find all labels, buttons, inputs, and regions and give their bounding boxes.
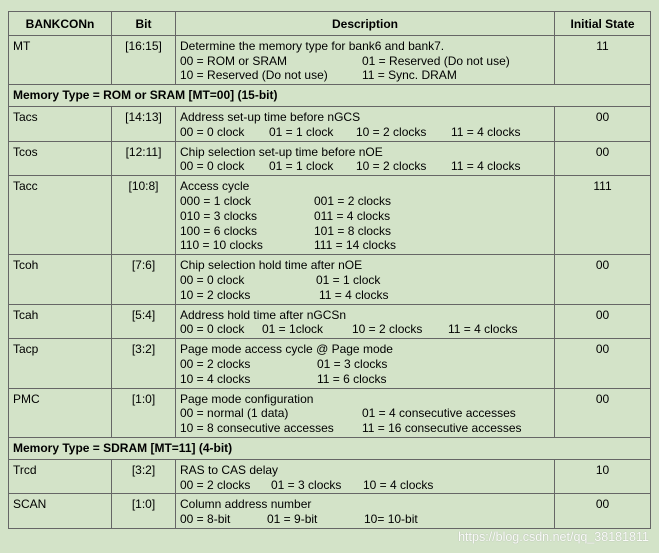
description <box>176 255 555 304</box>
field-name: Tcoh <box>9 255 112 304</box>
value-option: 01 = 3 clocks <box>271 477 342 492</box>
value-option: 01 = 4 consecutive accesses <box>362 406 516 421</box>
field-name: Tcah <box>9 304 112 339</box>
bit-range: [16:15] <box>112 35 176 84</box>
header-initial-state: Initial State <box>555 12 651 36</box>
header-description: Description <box>176 12 555 36</box>
row-tcoh <box>9 255 651 304</box>
section-title: Memory Type = SDRAM [MT=11] (4-bit) <box>9 437 651 459</box>
description-title: Chip selection set-up time before nOE <box>180 144 383 159</box>
description-title: Column address number <box>180 497 312 512</box>
bit-range: [5:4] <box>112 304 176 339</box>
description-title: RAS to CAS delay <box>180 462 279 477</box>
value-option: 11 = Sync. DRAM <box>362 68 457 83</box>
description <box>176 176 555 255</box>
register-table-container <box>8 11 650 529</box>
value-option: 00 = 2 clocks <box>180 356 251 371</box>
value-line <box>180 406 550 421</box>
value-line <box>180 357 550 372</box>
value-option: 00 = 8-bit <box>180 512 231 527</box>
description <box>176 459 555 494</box>
initial-state: 10 <box>555 459 651 494</box>
value-line <box>180 68 550 83</box>
bit-range: [12:11] <box>112 141 176 176</box>
value-option: 100 = 6 clocks <box>180 223 258 238</box>
value-option: 01 = 3 clocks <box>317 356 388 371</box>
value-option: 00 = ROM or SRAM <box>180 53 288 68</box>
row-pmc <box>9 388 651 437</box>
value-option: 011 = 4 clocks <box>314 208 391 223</box>
row-scan <box>9 494 651 529</box>
field-name: Trcd <box>9 459 112 494</box>
row-mt <box>9 35 651 84</box>
value-line <box>180 209 550 224</box>
value-option: 11 = 6 clocks <box>317 371 387 386</box>
description-title: Chip selection hold time after nOE <box>180 258 363 273</box>
field-name: Tacp <box>9 339 112 388</box>
value-line <box>180 273 550 288</box>
row-tcos <box>9 141 651 176</box>
field-name: MT <box>9 35 112 84</box>
field-name: Tacc <box>9 176 112 255</box>
value-option: 00 = 0 clock <box>180 159 245 174</box>
value-option: 00 = 0 clock <box>180 322 245 337</box>
description-title: Access cycle <box>180 179 250 194</box>
value-option: 01 = 1 clock <box>316 272 381 287</box>
value-option: 11 = 4 clocks <box>451 124 521 139</box>
bit-range: [10:8] <box>112 176 176 255</box>
bit-range: [3:2] <box>112 339 176 388</box>
value-option: 01 = 1 clock <box>269 124 334 139</box>
field-name: Tcos <box>9 141 112 176</box>
value-option: 11 = 4 clocks <box>319 287 389 302</box>
field-name: SCAN <box>9 494 112 529</box>
value-option: 01 = Reserved (Do not use) <box>362 53 510 68</box>
bit-range: [14:13] <box>112 106 176 141</box>
initial-state: 00 <box>555 494 651 529</box>
header-bankconn: BANKCONn <box>9 12 112 36</box>
initial-state: 00 <box>555 255 651 304</box>
value-line <box>180 125 550 140</box>
description-title: Page mode access cycle @ Page mode <box>180 342 393 357</box>
initial-state: 00 <box>555 304 651 339</box>
value-line <box>180 372 550 387</box>
description-title: Determine the memory type for bank6 and bank7. <box>180 38 445 53</box>
description-title: Address set-up time before nGCS <box>180 109 361 124</box>
field-name: Tacs <box>9 106 112 141</box>
value-option: 10 = 8 consecutive accesses <box>180 421 334 436</box>
description <box>176 35 555 84</box>
field-name: PMC <box>9 388 112 437</box>
row-tacs <box>9 106 651 141</box>
value-option: 10 = 2 clocks <box>180 287 251 302</box>
header-bit: Bit <box>112 12 176 36</box>
value-line <box>180 54 550 69</box>
row-tacp <box>9 339 651 388</box>
value-option: 001 = 2 clocks <box>314 193 392 208</box>
initial-state: 111 <box>555 176 651 255</box>
value-option: 01 = 1 clock <box>269 159 334 174</box>
value-option: 10 = 4 clocks <box>180 371 251 386</box>
value-line <box>180 478 550 493</box>
section-row-sdram <box>9 437 651 459</box>
value-option: 111 = 14 clocks <box>314 238 396 253</box>
watermark-url: https://blog.csdn.net/qq_38181811 <box>458 530 649 544</box>
description-title: Page mode configuration <box>180 391 314 406</box>
description <box>176 304 555 339</box>
value-option: 00 = 0 clock <box>180 272 245 287</box>
value-line <box>180 224 550 239</box>
value-option: 110 = 10 clocks <box>180 238 263 253</box>
description <box>176 388 555 437</box>
value-option: 00 = 0 clock <box>180 124 245 139</box>
value-option: 00 = 2 clocks <box>180 477 251 492</box>
value-option: 00 = normal (1 data) <box>180 406 289 421</box>
bit-range: [3:2] <box>112 459 176 494</box>
bit-range: [1:0] <box>112 388 176 437</box>
value-option: 10 = 4 clocks <box>363 477 434 492</box>
header-row <box>9 12 651 36</box>
value-option: 01 = 9-bit <box>267 512 318 527</box>
value-line <box>180 288 550 303</box>
description <box>176 141 555 176</box>
initial-state: 00 <box>555 388 651 437</box>
row-trcd <box>9 459 651 494</box>
value-option: 010 = 3 clocks <box>180 208 258 223</box>
row-tcah <box>9 304 651 339</box>
description <box>176 339 555 388</box>
section-title: Memory Type = ROM or SRAM [MT=00] (15-bit) <box>9 85 651 107</box>
bankcon-register-table <box>8 11 651 529</box>
value-line <box>180 159 550 174</box>
value-line <box>180 322 550 337</box>
value-option: 10 = 2 clocks <box>356 124 427 139</box>
value-option: 01 = 1clock <box>262 322 324 337</box>
value-option: 11 = 4 clocks <box>448 322 518 337</box>
value-option: 000 = 1 clock <box>180 193 252 208</box>
row-tacc <box>9 176 651 255</box>
description-title: Address hold time after nGCSn <box>180 307 347 322</box>
initial-state: 11 <box>555 35 651 84</box>
value-option: 11 = 4 clocks <box>451 159 521 174</box>
description <box>176 106 555 141</box>
value-option: 10 = 2 clocks <box>352 322 423 337</box>
value-option: 10 = 2 clocks <box>356 159 427 174</box>
value-line <box>180 512 550 527</box>
value-option: 10= 10-bit <box>364 512 418 527</box>
value-line <box>180 238 550 253</box>
initial-state: 00 <box>555 106 651 141</box>
bit-range: [7:6] <box>112 255 176 304</box>
initial-state: 00 <box>555 339 651 388</box>
value-option: 101 = 8 clocks <box>314 223 392 238</box>
value-line <box>180 194 550 209</box>
value-option: 10 = Reserved (Do not use) <box>180 68 328 83</box>
initial-state: 00 <box>555 141 651 176</box>
bit-range: [1:0] <box>112 494 176 529</box>
section-row-rom-sram <box>9 85 651 107</box>
value-line <box>180 421 550 436</box>
description <box>176 494 555 529</box>
value-option: 11 = 16 consecutive accesses <box>362 421 522 436</box>
